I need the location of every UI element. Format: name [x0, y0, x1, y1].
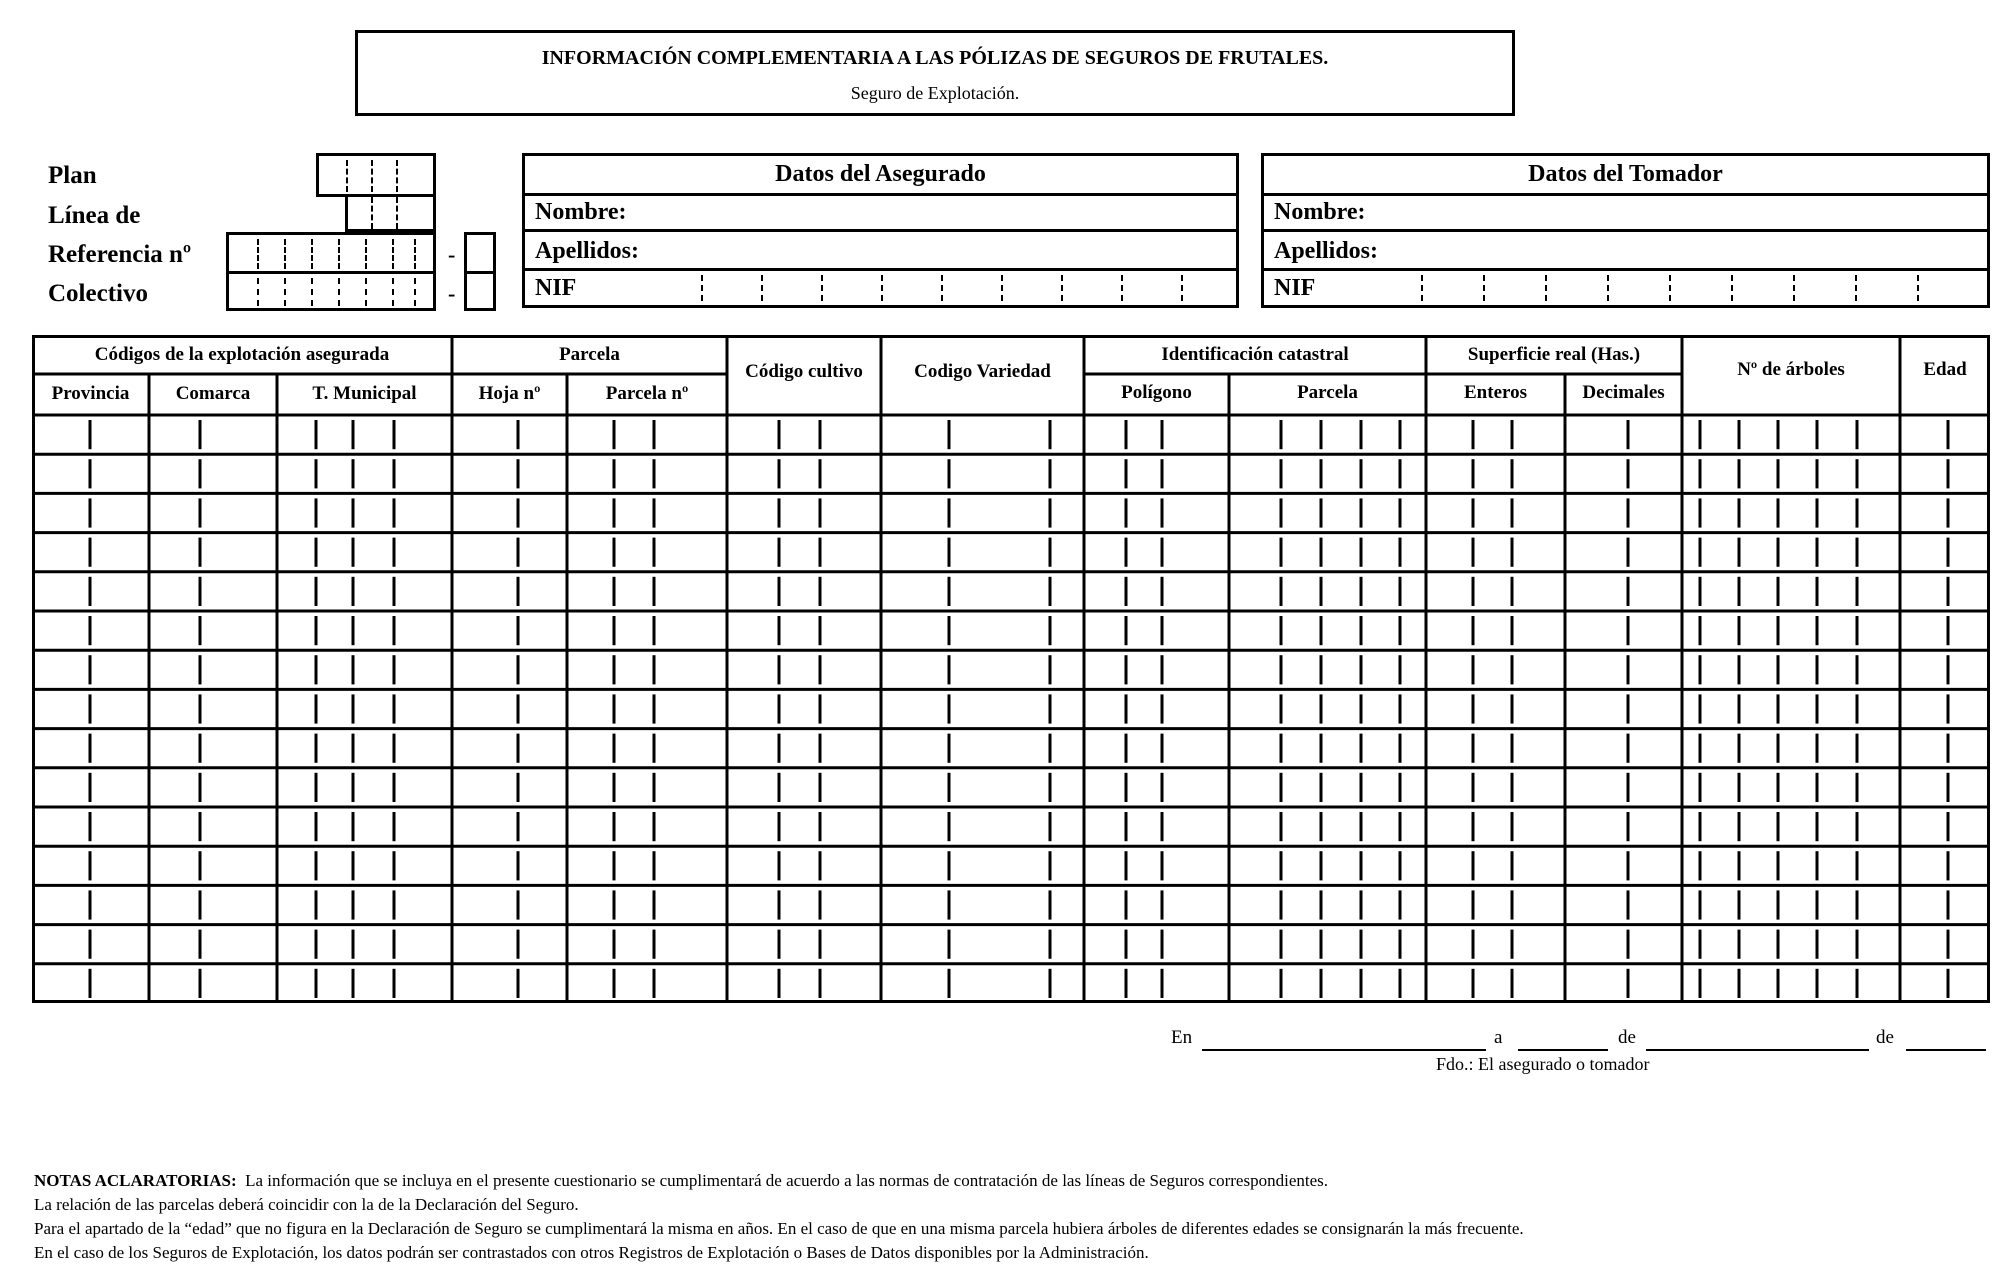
referencia-field[interactable] [226, 232, 436, 274]
footer-signature-label: Fdo.: El asegurado o tomador [1436, 1054, 1650, 1074]
form-subtitle: Seguro de Explotación. [850, 83, 1020, 103]
header-parcela-n: Parcela nº [605, 383, 689, 404]
tomador-box [1261, 153, 1990, 308]
plan-field[interactable] [316, 153, 436, 197]
header-superficie: Superficie real (Has.) [1467, 344, 1641, 365]
notes-section [34, 1169, 1984, 1265]
asegurado-apellidos-label: Apellidos: [535, 238, 640, 264]
form-title-box [355, 30, 1515, 116]
footer-place-field[interactable] [1202, 1049, 1486, 1051]
footer-en-label: En [1171, 1027, 1193, 1048]
footer-de2-label: de [1876, 1027, 1894, 1048]
header-hoja: Hoja nº [478, 383, 541, 404]
asegurado-nif-field[interactable] [525, 271, 1236, 305]
parcels-table [32, 335, 1990, 1003]
header-parcela-catastral: Parcela [1297, 382, 1358, 403]
asegurado-apellidos-field[interactable] [525, 232, 1236, 271]
asegurado-nombre-field[interactable] [525, 193, 1236, 232]
header-num-arboles: Nº de árboles [1737, 359, 1845, 380]
plan-label: Plan [48, 162, 97, 189]
asegurado-nombre-label: Nombre: [535, 199, 627, 225]
tomador-nombre-field[interactable] [1264, 193, 1987, 232]
header-edad: Edad [1923, 359, 1967, 380]
header-comarca: Comarca [175, 383, 251, 404]
table-border [34, 337, 1989, 1002]
colectivo-field[interactable] [226, 271, 436, 311]
header-catastral: Identificación catastral [1161, 344, 1349, 365]
notes-line-3: Para el apartado de la “edad” que no figura en la Declaración de Seguro se cumplimentará la misma en años. En el caso de que en una misma parcela hubiera árboles de diferentes edades se consignarán la más frecuente. [34, 1219, 1524, 1238]
footer-year-field[interactable] [1906, 1049, 1986, 1051]
header-t-municipal: T. Municipal [312, 383, 417, 404]
notes-line-2: La relación de las parcelas deberá coincidir con la de la Declaración del Seguro. [34, 1195, 579, 1214]
header-codigo-variedad: Codigo Variedad [914, 361, 1051, 382]
tomador-nif-label: NIF [1274, 275, 1316, 301]
referencia-label: Referencia nº [48, 241, 192, 268]
footer-a-label: a [1494, 1027, 1503, 1048]
parcels-table-lines [32, 335, 1990, 1003]
tomador-nombre-label: Nombre: [1274, 199, 1366, 225]
tomador-nif-field[interactable] [1264, 271, 1987, 305]
header-codigo-cultivo: Código cultivo [745, 361, 863, 382]
colectivo-check-field[interactable] [464, 271, 496, 311]
linea-field[interactable] [345, 194, 436, 232]
tomador-apellidos-field[interactable] [1264, 232, 1987, 271]
colectivo-separator: - [448, 281, 456, 306]
header-enteros: Enteros [1464, 382, 1527, 403]
header-decimales: Decimales [1582, 382, 1665, 403]
header-provincia: Provincia [51, 383, 130, 404]
form-title: INFORMACIÓN COMPLEMENTARIA A LAS PÓLIZAS DE SEGUROS DE FRUTALES. [541, 47, 1329, 69]
notes-line-4: En el caso de los Seguros de Explotación, los datos podrán ser contrastados con otros Registros de Explotación o Bases de Datos disponibles por la Administración. [34, 1243, 1149, 1262]
referencia-separator: - [448, 242, 456, 267]
referencia-check-field[interactable] [464, 232, 496, 274]
notes-heading: NOTAS ACLARATORIAS: [34, 1171, 237, 1190]
footer-de1-label: de [1618, 1027, 1636, 1048]
tomador-title: Datos del Tomador [1264, 156, 1987, 196]
footer-month-field[interactable] [1646, 1049, 1869, 1051]
footer-day-field[interactable] [1518, 1049, 1608, 1051]
colectivo-label: Colectivo [48, 280, 148, 307]
notes-text-1: La información que se incluya en el presente cuestionario se cumplimentará de acuerdo a las normas de contratación de las líneas de Seguros correspondientes. [245, 1171, 1328, 1190]
linea-label: Línea de [48, 202, 141, 229]
header-parcela-group: Parcela [559, 344, 620, 365]
notes-line-1 [34, 1169, 1984, 1193]
header-codigos: Códigos de la explotación asegurada [94, 344, 390, 365]
tomador-apellidos-label: Apellidos: [1274, 238, 1379, 264]
header-poligono: Polígono [1121, 382, 1192, 403]
asegurado-box [522, 153, 1239, 308]
asegurado-nif-label: NIF [535, 275, 577, 301]
asegurado-title: Datos del Asegurado [525, 156, 1236, 196]
